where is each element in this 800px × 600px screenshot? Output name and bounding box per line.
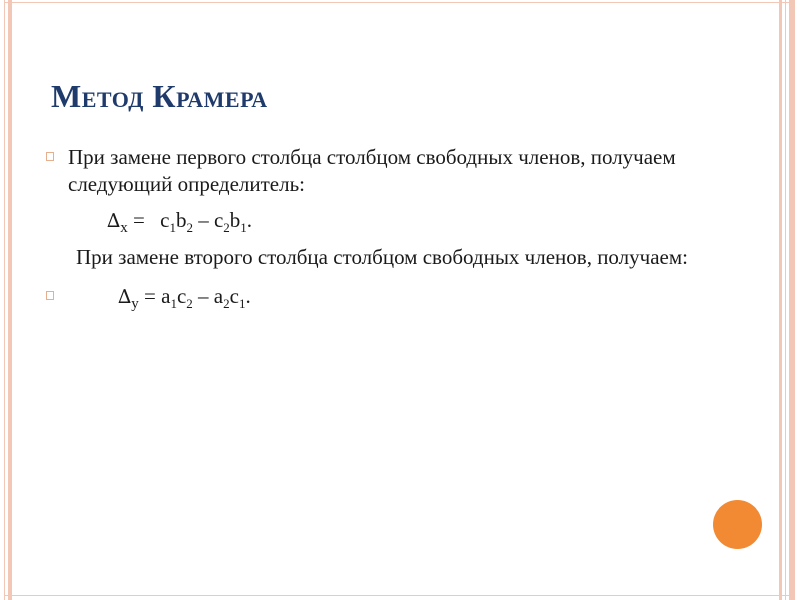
formula-y-term2-a: a [213, 284, 224, 309]
formula-x-term1-a-sub: 1 [169, 220, 176, 236]
delta-symbol: ∆ [118, 286, 132, 309]
left-border-bar [8, 0, 12, 600]
formula-y-term1-a-sub: 1 [170, 296, 177, 312]
formula-y-equals: = [144, 284, 156, 309]
formula-x-minus: – [198, 208, 209, 233]
bottom-border-line [4, 595, 795, 596]
formula-y-variable: y [131, 296, 139, 313]
formula-x-end: . [246, 208, 253, 233]
formula-x-equals: = [133, 208, 145, 233]
formula-x-term1-b: b [175, 208, 187, 233]
formula-x-variable: x [120, 220, 128, 237]
formula-delta-y [46, 283, 736, 314]
formula-y-term2-a-sub: 2 [223, 296, 230, 312]
formula-x-term2-b-sub: 1 [240, 220, 247, 236]
formula-y-minus: – [198, 284, 209, 309]
paragraph-second-column: При замене второго столбца столбцом свободных членов, получаем: [76, 245, 688, 270]
formula-y-term2-b-sub: 1 [238, 296, 246, 312]
square-bullet-icon [46, 291, 54, 300]
formula-delta-x [46, 207, 736, 238]
right-border-line [785, 0, 786, 600]
paragraph-first-column [46, 144, 736, 197]
delta-symbol: ∆ [107, 210, 121, 233]
formula-y-term1-a: a [161, 284, 171, 309]
square-bullet-icon [46, 152, 54, 161]
formula-y-term1-b: c [176, 284, 187, 309]
formula-x-term1-a: c [160, 208, 170, 233]
formula-x-term2-a-sub: 2 [223, 220, 230, 236]
formula-x-term1-b-sub: 2 [186, 220, 193, 236]
paragraph-first-column-text: При замене первого столбца столбцом свободных членов, получаем следующий определитель: [68, 145, 676, 196]
formula-y-term2-b: c [229, 284, 239, 309]
slide-title: Метод Крамера [51, 78, 268, 114]
orange-circle-decoration [713, 500, 762, 549]
right-border-bar-inner [779, 0, 782, 600]
slide-content [46, 144, 736, 314]
formula-y-end: . [245, 284, 251, 309]
formula-x-term2-a: c [213, 208, 224, 233]
top-border-line [4, 2, 795, 3]
right-border-bar-outer [789, 0, 795, 600]
left-border-line [4, 0, 5, 600]
formula-y-term1-b-sub: 2 [186, 296, 193, 312]
formula-x-term2-b: b [229, 208, 241, 233]
